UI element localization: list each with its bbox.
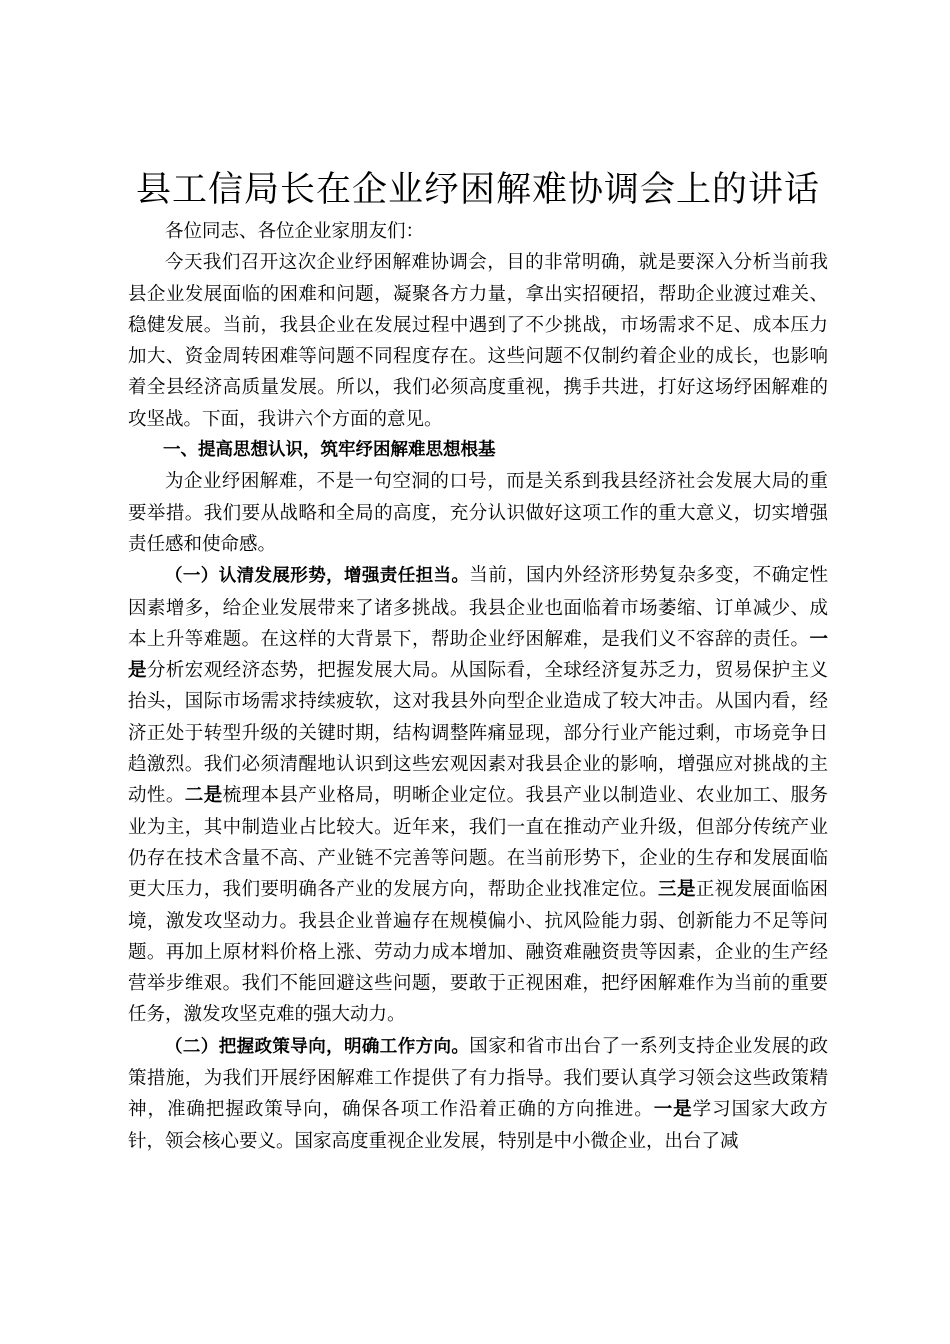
subsection-1-text-d: 正视发展面临困境，激发攻坚动力。我县企业普遍存在规模偏小、抗风险能力弱、创新能力不足等问题。再加上原材料价格上涨、劳动力成本增加、融资难融资贵等因素，企业的生产经营举步维艰。我们不能回避这些问题，要敢于正视困难，把纾困解难作为当前的重要任务，激发攻坚克难的强大动力。: [128, 879, 828, 1026]
document-page: [128, 168, 828, 1157]
subsection-2-title: （二）把握政策导向，明确工作方向。: [165, 1036, 470, 1057]
subsection-1-text-c: 梳理本县产业格局，明晰企业定位。我县产业以制造业、农业加工、服务业为主，其中制造业占比较大。近年来，我们一直在推动产业升级，但部分传统产业仍存在技术含量不高、产业链不完善等问题。在当前形势下，企业的生存和发展面临更大压力，我们要明确各产业的发展方向，帮助企业找准定位。: [128, 785, 828, 901]
section-heading-1: 一、提高思想认识，筑牢纾困解难思想根基: [163, 440, 496, 461]
intro-paragraph: 今天我们召开这次企业纾困解难协调会，目的非常明确，就是要深入分析当前我县企业发展面临的困难和问题，凝聚各方力量，拿出实招硬招，帮助企业渡过难关、稳健发展。当前，我县企业在发展过程中遇到了不少挑战，市场需求不足、成本压力加大、资金周转困难等问题不同程度存在。这些问题不仅制约着企业的成长，也影响着全县经济高质量发展。所以，我们必须高度重视，携手共进，打好这场纾困解难的攻坚战。下面，我讲六个方面的意见。: [128, 252, 828, 430]
subsection-1-text-b: 分析宏观经济态势，把握发展大局。从国际看，全球经济复苏乏力，贸易保护主义抬头，国际市场需求持续疲软，这对我县外向型企业造成了较大冲击。从国内看，经济正处于转型升级的关键时期，结构调整阵痛显现，部分行业产能过剩，市场竞争日趋激烈。我们必须清醒地认识到这些宏观因素对我县企业的影响，增强应对挑战的主动性。: [128, 660, 828, 807]
document-title: 县工信局长在企业纾困解难协调会上的讲话: [135, 170, 820, 210]
subsection-2-text-a: 国家和省市出台了一系列支持企业发展的政策措施，为我们开展纾困解难工作提供了有力指导。我们要认真学习领会这些政策精神，准确把握政策导向，确保各项工作沿着正确的方向推进。: [128, 1035, 828, 1121]
subsection-2-text-b: 学习国家大政方针，领会核心要义。国家高度重视企业发展，特别是中小微企业，出台了减: [128, 1099, 828, 1152]
salutation: 各位同志、各位企业家朋友们：: [165, 221, 425, 242]
subsection-1-text-a: 当前，国内外经济形势复杂多变，不确定性因素增多，给企业发展带来了诸多挑战。我县企业也面临着市场萎缩、订单减少、成本上升等难题。在这样的大背景下，帮助企业纾困解难，是我们义不容辞的责任。: [128, 565, 828, 650]
point-marker-3: 三是: [658, 879, 696, 901]
point-marker-2: 二是: [184, 785, 223, 807]
subsection-2-paragraph: [128, 1031, 828, 1157]
section1-paragraph: 为企业纾困解难，不是一句空洞的口号，而是关系到我县经济社会发展大局的重要举措。我们要从战略和全局的高度，充分认识做好这项工作的重大意义，切实增强责任感和使命感。: [128, 471, 828, 555]
subsection-1-title: （一）认清发展形势，增强责任担当。: [165, 566, 470, 587]
point-marker-4: 一是: [653, 1099, 693, 1121]
point-marker-1: 一是: [128, 628, 828, 682]
subsection-1-paragraph: [128, 560, 828, 1030]
